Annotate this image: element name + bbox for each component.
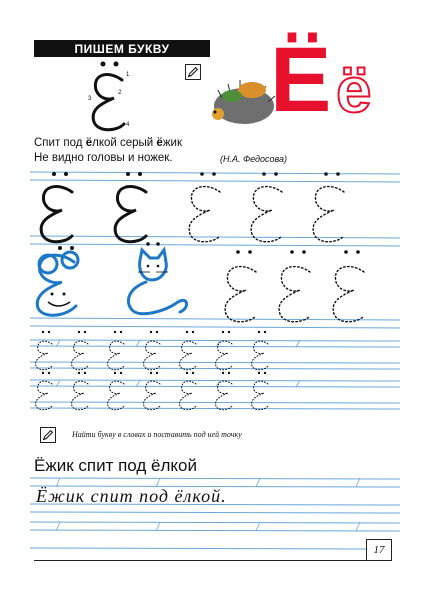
task-instruction: Найти букву в словах и поставить под ней точку	[72, 430, 242, 439]
cat-letter-illustration	[128, 250, 186, 314]
svg-text:4: 4	[126, 122, 130, 128]
svg-text:1: 1	[126, 72, 130, 78]
section-title: ПИШЕМ БУКВУ	[34, 40, 210, 57]
poem-line-2: Не видно головы и ножек.	[34, 152, 173, 164]
poem-author: (Н.А. Федосова)	[220, 154, 288, 164]
footer-line	[34, 560, 366, 561]
poem-line-1: Спит под ёлкой серый ёжик	[34, 137, 182, 149]
print-sentence: Ёжик спит под ёлкой	[34, 456, 197, 475]
svg-text:2: 2	[118, 90, 122, 96]
poem	[34, 136, 182, 166]
small-letter-rows	[36, 341, 268, 410]
script-sentence: Ёжик спит под ёлкой.	[36, 486, 227, 506]
pencil-icon	[185, 64, 201, 80]
pencil-icon	[40, 427, 56, 443]
big-uppercase-letter: Ё	[270, 29, 332, 131]
hedgehog-illustration	[208, 76, 278, 128]
page-number: 17	[366, 539, 392, 561]
svg-text:3: 3	[88, 96, 92, 102]
stroke-order-letter	[93, 75, 124, 130]
big-lowercase-letter: ё	[336, 54, 372, 126]
